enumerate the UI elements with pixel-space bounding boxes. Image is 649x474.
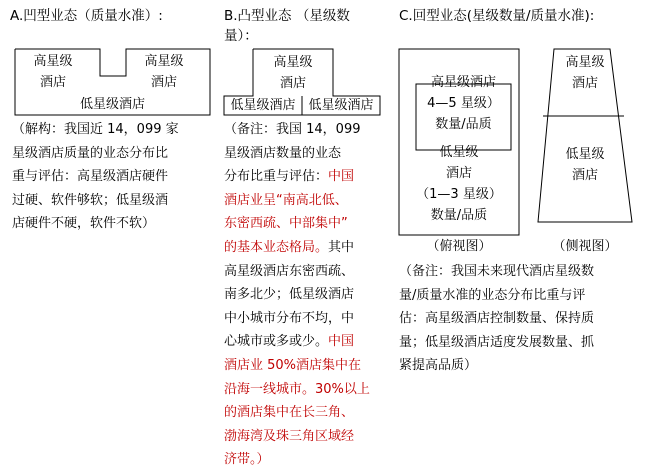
panel-c-side-bottom-label: 低星级 酒店: [565, 147, 605, 183]
panel-c-side-top-label: 高星级 酒店: [565, 55, 605, 91]
panel-b-bottom-left-label: 低星级酒店: [230, 98, 296, 113]
panel-c-outer-label: 低星级 酒店 （1—3 星级） 数量/品质: [416, 145, 502, 223]
panel-b-note: （备注：我国 14，099 星级酒店数量的业态 分布比重与评估：中国 酒店业呈“南高北低、 东密西疏、中部集中” 的基本业态格局。其中 高星级酒店东密西疏、 南多北少；低星级酒店 中小城市分布不均，中 心城市或多或少。中国 酒店业 50%酒店集中在 沿海一线城市。30%以上 的酒店集中在长三角、 渤海湾及珠三角区域经 济带。）: [224, 122, 370, 468]
panel-b-top-label: 高星级 酒店: [273, 55, 313, 91]
panel-b-bottom-right-label: 低星级酒店: [308, 98, 374, 113]
panel-c-title: C.回型业态(星级数量/质量水准):: [399, 8, 595, 24]
panel-a-bottom-label: 低星级酒店: [79, 97, 145, 112]
panel-a-title: A.凹型业态（质量水准）:: [10, 8, 163, 24]
panel-c-side-view-caption: （侧视图）: [552, 239, 618, 254]
panel-c-top-view-caption: （俯视图）: [426, 239, 492, 254]
panel-c-inner-label: 高星级酒店 4—5 星级） 数量/品质: [427, 75, 500, 132]
panel-b-title: B.凸型业态 （星级数 量）：: [224, 8, 350, 44]
panel-a-top-left-label: 高星级 酒店: [33, 54, 73, 90]
panel-c-note: （备注：我国未来现代酒店星级数 量/质量水准的业态分布比重与评 估：高星级酒店控制数量、保持质 量；低星级酒店适度发展数量、抓 紧提高品质）: [399, 264, 595, 374]
panel-a-top-right-label: 高星级 酒店: [144, 54, 184, 90]
panel-a-note: （解构：我国近 14，099 家 星级酒店质量的业态分布比 重与评估：高星级酒店硬件 过硬、软件够软；低星级酒 店硬件不硬，软件不软）: [12, 122, 179, 232]
